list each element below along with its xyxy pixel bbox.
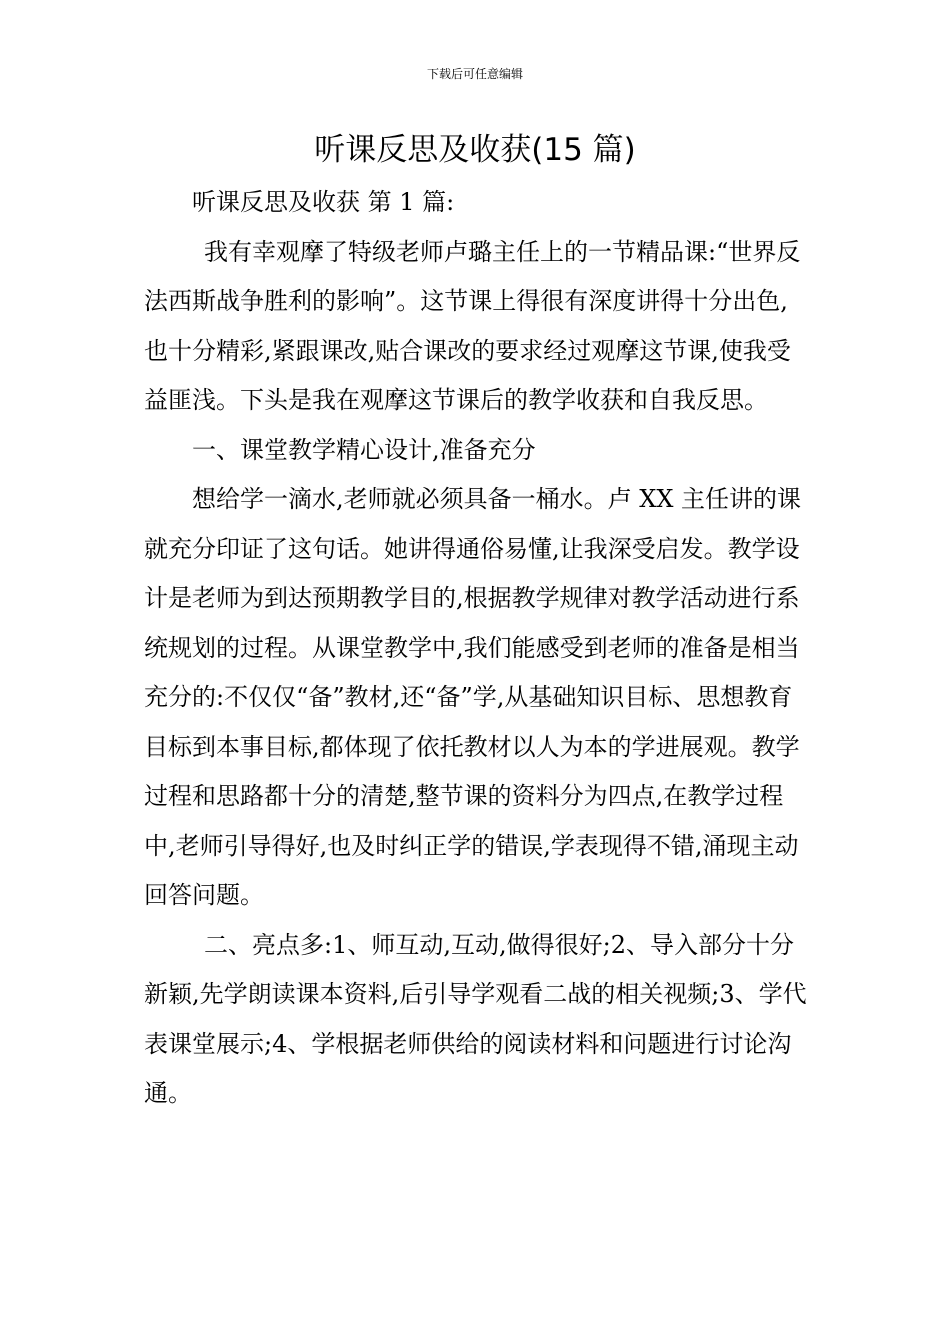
document-body — [144, 178, 808, 1119]
document-title: 听课反思及收获(15 篇) — [314, 132, 636, 168]
heading-section-1: 一、课堂教学精心设计,准备充分 — [192, 435, 536, 464]
paragraph-section-2: 二、亮点多:1、师互动,互动,做得很好;2、导入部分十分新颖,先学朗读课本资料,后引导学观看二战的相关视频;3、学代表课堂展示;4、学根据老师供给的阅读材料和问题进行讨论沟通。 — [144, 930, 807, 1107]
paragraph-intro: 我有幸观摩了特级老师卢璐主任上的一节精品课:“世界反法西斯战争胜利的影响”。这节课上得很有深度讲得十分出色,也十分精彩,紧跟课改,贴合课改的要求经过观摩这节课,使我受益匪浅。下头是我在观摩这节课后的教学收获和自我反思。 — [144, 237, 801, 414]
section-subtitle: 听课反思及收获 第 1 篇: — [192, 188, 455, 216]
paragraph-section-1: 想给学一滴水,老师就必须具备一桶水。卢 XX 主任讲的课就充分印证了这句话。她讲得通俗易懂,让我深受启发。教学设计是老师为到达预期教学目的,根据教学规律对教学活动进行系统规划的过程。从课堂教学中,我们能感受到老师的准备是相当充分的:不仅仅“备”教材,还“备”学,从基础知识目标、思想教育目标到本事目标,都体现了依托教材以人为本的学进展观。教学过程和思路都十分的清楚,整节课的资料分为四点,在教学过程中,老师引导得好,也及时纠正学的错误,学表现得不错,涌现主动回答问题。 — [144, 485, 802, 909]
header-note: 下载后可任意编辑 — [426, 67, 523, 81]
